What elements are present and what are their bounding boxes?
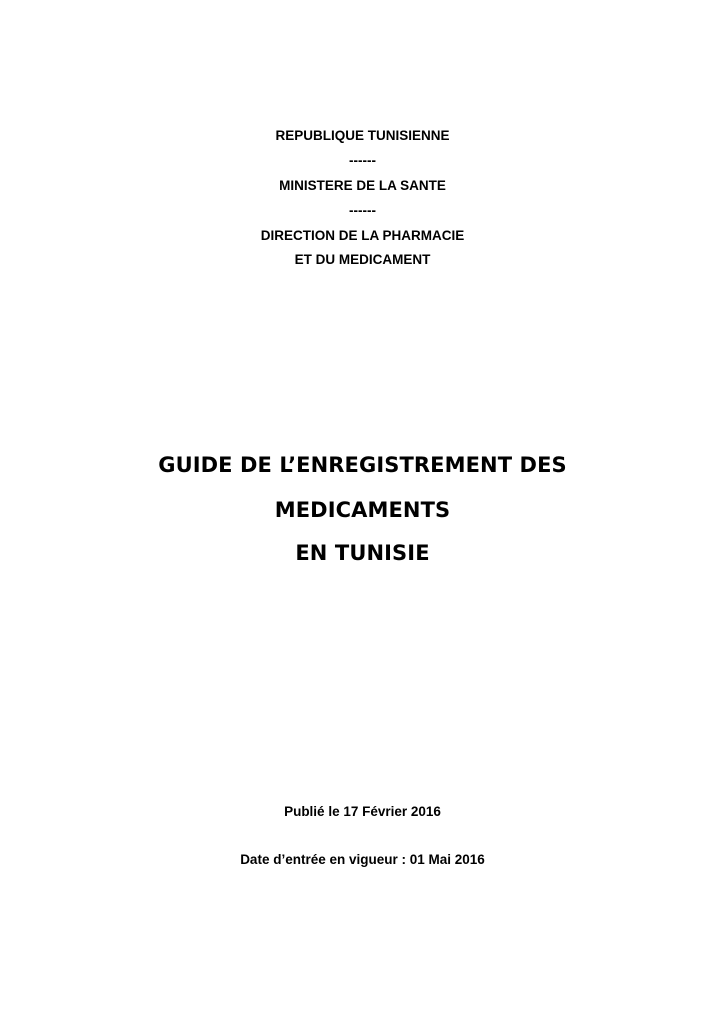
header-direction: DIRECTION DE LA PHARMACIE bbox=[260, 228, 465, 243]
document-title-line-3: EN TUNISIE bbox=[295, 541, 430, 565]
header-ministry: MINISTERE DE LA SANTE bbox=[279, 178, 446, 193]
document-title-line-1: GUIDE DE L’ENREGISTREMENT DES bbox=[158, 453, 567, 477]
header-direction-continued: ET DU MEDICAMENT bbox=[294, 252, 431, 267]
document-title-line-2: MEDICAMENTS bbox=[274, 498, 451, 522]
header-country: REPUBLIQUE TUNISIENNE bbox=[275, 128, 450, 143]
header-separator-1: ------ bbox=[349, 153, 376, 168]
effective-date: Date d’entrée en vigueur : 01 Mai 2016 bbox=[240, 852, 485, 867]
publication-date: Publié le 17 Février 2016 bbox=[284, 804, 441, 819]
header-separator-2: ------ bbox=[349, 203, 376, 218]
